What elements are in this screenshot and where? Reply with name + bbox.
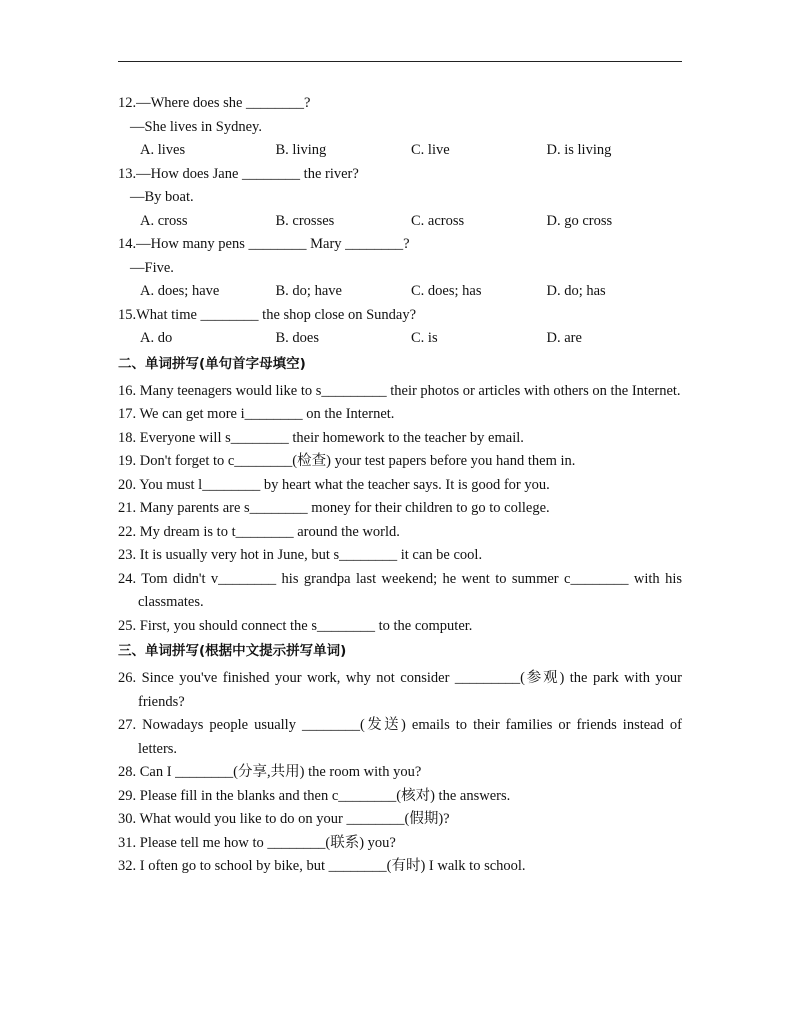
header-rule [118, 61, 682, 62]
option-c: C. does; has [411, 283, 482, 299]
option-a: A. does; have [140, 283, 220, 299]
question-14 [118, 233, 682, 304]
question-answer: —By boat. [130, 189, 194, 205]
fill-item-23: 23. It is usually very hot in June, but s________ it can be cool. [118, 547, 483, 563]
option-b: B. crosses [275, 212, 335, 229]
question-12 [118, 92, 682, 163]
fill-item-25: 25. First, you should connect the s________ to the computer. [118, 617, 473, 634]
fill-item-28: 28. Can I ________(分享,共用) the room with you? [118, 764, 422, 780]
fill-item-30: 30. What would you like to do on your ________(假期)? [118, 811, 450, 827]
question-answer: —Five. [130, 259, 174, 276]
fill-item-16: 16. Many teenagers would like to s_________ their photos or articles with others on the Internet. [118, 382, 681, 399]
options-row [118, 280, 682, 304]
fill-item-18: 18. Everyone will s________ their homework to the teacher by email. [118, 429, 524, 446]
question-stem: 12.—Where does she ________? [118, 95, 311, 111]
fill-item-21: 21. Many parents are s________ money for their children to go to college. [118, 500, 550, 516]
question-answer: —She lives in Sydney. [130, 118, 262, 135]
fill-item-22: 22. My dream is to t________ around the world. [118, 523, 400, 540]
fill-item-24: 24. Tom didn't v________ his grandpa last weekend; he went to summer c________ with his classmates. [118, 570, 682, 610]
option-c: C. across [411, 212, 465, 229]
question-13 [118, 163, 682, 234]
question-stem: 14.—How many pens ________ Mary ________? [118, 236, 410, 252]
option-a: A. cross [140, 212, 188, 229]
option-d: D. is living [546, 142, 612, 158]
option-b: B. living [275, 142, 327, 158]
worksheet [118, 92, 682, 879]
section-heading: 二、单词拼写(单句首字母填空) [118, 355, 306, 372]
fill-item-20: 20. You must l________ by heart what the teacher says. It is good for you. [118, 476, 550, 493]
fill-item-19: 19. Don't forget to c________(检查) your test papers before you hand them in. [118, 453, 576, 469]
question-stem: 13.—How does Jane ________ the river? [118, 165, 359, 182]
question-15 [118, 304, 682, 351]
option-b: B. does [275, 330, 319, 346]
option-d: D. go cross [546, 212, 613, 229]
option-a: A. do [140, 330, 173, 346]
fill-item-27: 27. Nowadays people usually ________(发送) emails to their families or friends instead of letters. [118, 717, 682, 757]
option-c: C. live [411, 142, 450, 158]
option-b: B. do; have [275, 283, 342, 299]
fill-item-26: 26. Since you've finished your work, why not consider _________(参观) the park with your friends? [118, 670, 682, 710]
fill-item-29: 29. Please fill in the blanks and then c________(核对) the answers. [118, 787, 511, 804]
options-row [118, 210, 682, 234]
option-d: D. do; has [546, 283, 606, 299]
section-heading: 三、单词拼写(根据中文提示拼写单词) [118, 643, 347, 659]
fill-item-31: 31. Please tell me how to ________(联系) you? [118, 834, 396, 851]
option-a: A. lives [140, 142, 186, 158]
question-stem: 15.What time ________ the shop close on Sunday? [118, 306, 417, 323]
option-c: C. is [411, 330, 438, 346]
fill-item-17: 17. We can get more i________ on the Internet. [118, 406, 395, 422]
options-row [118, 327, 682, 351]
option-d: D. are [546, 330, 582, 346]
options-row [118, 139, 682, 163]
fill-item-32: 32. I often go to school by bike, but ________(有时) I walk to school. [118, 858, 526, 874]
